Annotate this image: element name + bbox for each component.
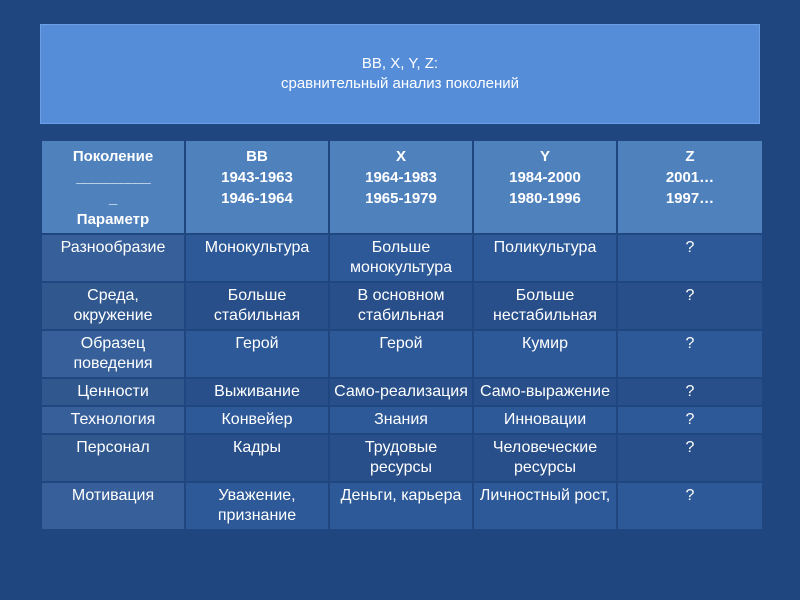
z-cell: ? <box>617 234 763 282</box>
header-x-name: X <box>395 148 406 165</box>
table-row <box>41 282 763 330</box>
x-cell: Деньги, карьера <box>329 482 473 530</box>
x-cell: Больше монокультура <box>329 234 473 282</box>
table-row <box>41 482 763 530</box>
header-param-cell <box>41 140 185 234</box>
bb-cell: Выживание <box>185 378 329 406</box>
param-cell: Разнообразие <box>41 234 185 282</box>
table-row <box>41 330 763 378</box>
header-bb-cell <box>185 140 329 234</box>
param-cell: Технология <box>41 406 185 434</box>
param-cell: Ценности <box>41 378 185 406</box>
header-divider-tail: _ <box>108 190 118 207</box>
table-row <box>41 234 763 282</box>
z-cell: ? <box>617 406 763 434</box>
title-line-2: сравнительный анализ поколений <box>280 75 520 92</box>
x-cell: В основном стабильная <box>329 282 473 330</box>
header-bb-range-2: 1946-1964 <box>221 190 293 207</box>
table-row <box>41 434 763 482</box>
bb-cell: Монокультура <box>185 234 329 282</box>
header-y-name: Y <box>539 148 550 165</box>
header-z-name: Z <box>685 148 695 165</box>
header-parameter-label: Параметр <box>76 211 150 228</box>
y-cell: Само-выражение <box>473 378 617 406</box>
param-cell: Образец поведения <box>41 330 185 378</box>
slide-title <box>40 24 760 124</box>
header-x-cell <box>329 140 473 234</box>
header-generation-label: Поколение <box>72 148 154 165</box>
header-y-range-1: 1984-2000 <box>509 169 581 186</box>
param-cell: Мотивация <box>41 482 185 530</box>
title-line-1: BB, X, Y, Z: <box>361 55 439 72</box>
header-divider-line: __________ <box>76 169 150 186</box>
x-cell: Герой <box>329 330 473 378</box>
bb-cell: Уважение, признание <box>185 482 329 530</box>
y-cell: Кумир <box>473 330 617 378</box>
header-z-cell <box>617 140 763 234</box>
z-cell: ? <box>617 282 763 330</box>
y-cell: Больше нестабильная <box>473 282 617 330</box>
header-bb-range-1: 1943-1963 <box>221 169 293 186</box>
z-cell: ? <box>617 482 763 530</box>
z-cell: ? <box>617 378 763 406</box>
y-cell: Поликультура <box>473 234 617 282</box>
table-row <box>41 406 763 434</box>
header-z-range-2: 1997… <box>665 190 715 207</box>
z-cell: ? <box>617 330 763 378</box>
bb-cell: Больше стабильная <box>185 282 329 330</box>
x-cell: Знания <box>329 406 473 434</box>
bb-cell: Конвейер <box>185 406 329 434</box>
header-row <box>41 140 763 234</box>
header-bb-name: BB <box>246 148 268 165</box>
x-cell: Само-реализация <box>329 378 473 406</box>
header-x-range-2: 1965-1979 <box>365 190 437 207</box>
header-z-range-1: 2001… <box>665 169 715 186</box>
generations-table <box>40 139 764 531</box>
header-y-cell <box>473 140 617 234</box>
y-cell: Инновации <box>473 406 617 434</box>
header-x-range-1: 1964-1983 <box>365 169 437 186</box>
param-cell: Среда, окружение <box>41 282 185 330</box>
header-y-range-2: 1980-1996 <box>509 190 581 207</box>
y-cell: Человеческие ресурсы <box>473 434 617 482</box>
bb-cell: Кадры <box>185 434 329 482</box>
z-cell: ? <box>617 434 763 482</box>
param-cell: Персонал <box>41 434 185 482</box>
bb-cell: Герой <box>185 330 329 378</box>
table-row <box>41 378 763 406</box>
y-cell: Личностный рост, <box>473 482 617 530</box>
x-cell: Трудовые ресурсы <box>329 434 473 482</box>
